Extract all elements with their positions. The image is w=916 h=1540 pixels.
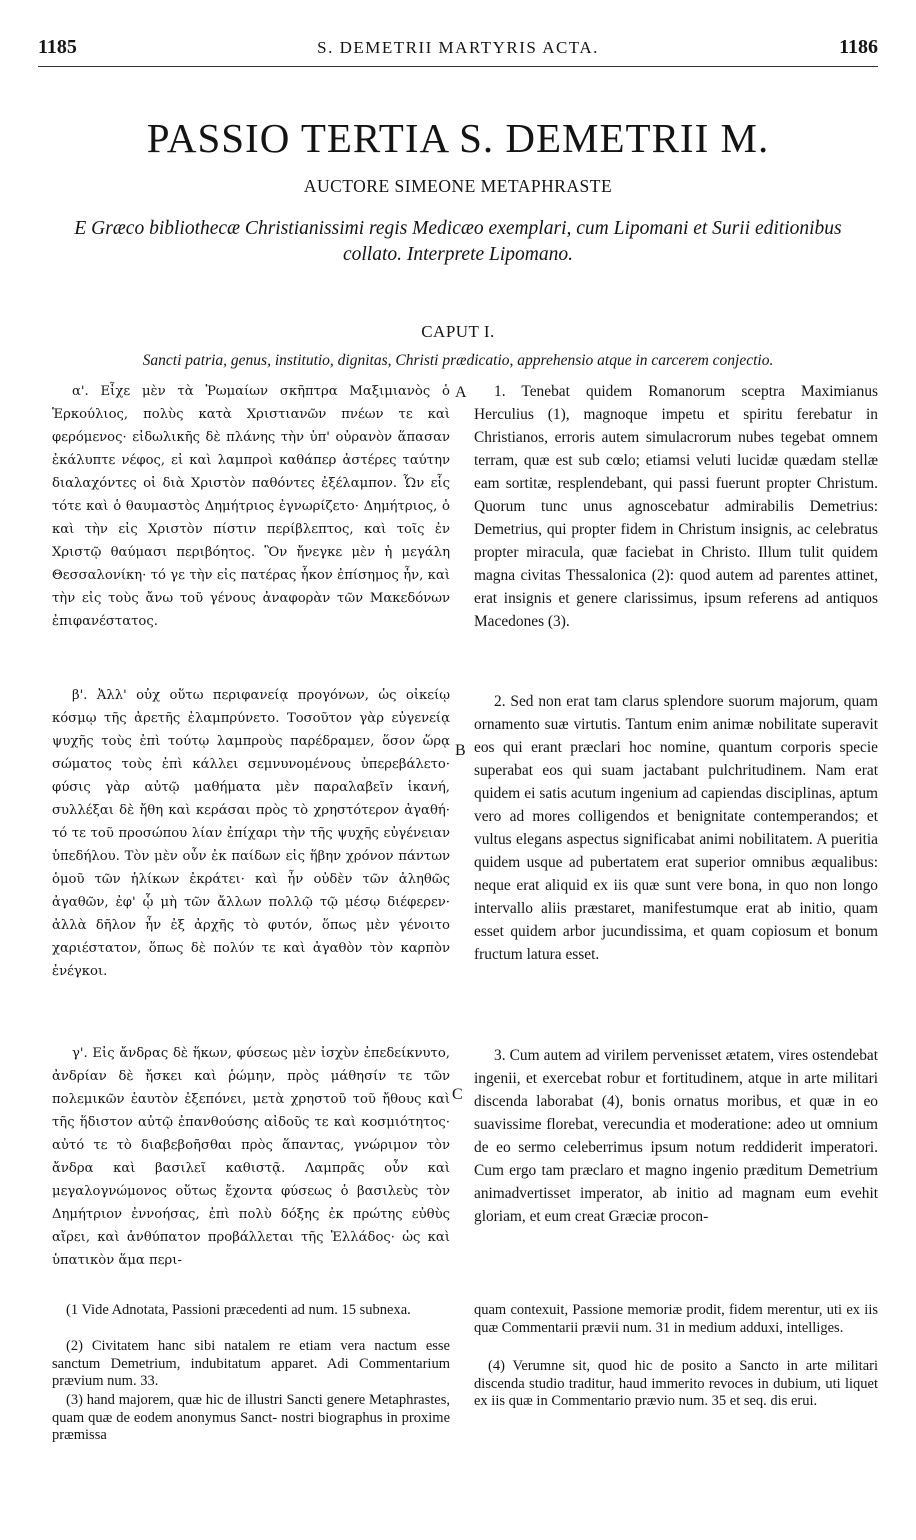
latin-paragraph-2: 2. Sed non erat tam clarus splendore suorum majorum, quam ornamento suæ virtutis. Tantum enim animæ nobilitate superavit eos qui erant præclari hoc nomine, quantum corporis specie superabat eos qui suam jactabant pulchritudinem. Nam erat quidem ei satis acutum ingenium ad capiendas disciplinas, aptum vero ad mores colligendos et benignitate contemperandos; et vultus elegans aspectus significabat animi nobilitatem. A pueritia quidem usque ad pubertatem erat superior omnibus æqualibus: neque erat aliquid ex iis quæ sunt vere bona, in quo non longo intervallo aliis præstaret, manifestumque erat ab initio, quam esset quidem arbor jucundissima, et quam copiosum et bonum fructum latura esset. bbox=[474, 693, 878, 963]
latin-paragraph-3: 3. Cum autem ad virilem pervenisset ætatem, vires ostendebat ingenii, et exercebat robur et fortitudinem, atque in arte militari discenda laborabat (4), bonis ornatus moribus, et quæ in eo suavissime florebat, verecundia et moderatione: adeo ut omnium de eo sermo celeberrimus ipsum notum reddiderit imperatori. Cum ergo tam præclaro et magno ingenio præditum Demetrium animadvertisset imperator, ab initio ad magnam eum evehit gloriam, et eum creat Græciæ procon- bbox=[474, 1047, 878, 1225]
edition-note: E Græco bibliothecæ Christianissimi regis Medicæo exemplari, cum Lipomani et Surii editionibus collato. Interprete Lipomano. bbox=[74, 218, 842, 265]
footnote-1: (1 Vide Adnotata, Passioni præcedenti ad num. 15 subnexa. bbox=[66, 1302, 411, 1318]
margin-letter-a: A bbox=[455, 384, 467, 401]
greek-paragraph-1: α'. Εἶχε μὲν τὰ Ῥωμαίων σκῆπτρα Μαξιμιανὸς ὁ Ἑρκούλιος, πολὺς κατὰ Χριστιανῶν πνέων τε καὶ φερόμενος· εἰδωλικῆς δὲ πλάνης τὴν ὑπ' οὐρανὸν ἅπασαν ἐκάλυπτε νέφος, εἰ καὶ λαμπροὶ καθάπερ ἀστέρες ταύτην διαλαχόντες οἱ διὰ Χριστὸν παθόντες ἐξέλαμπον. Ὧν εἷς τότε καὶ ὁ θαυμαστὸς Δημήτριος ἐγνωρίζετο· Δημήτριος, ὁ καὶ τὴν εἰς Χριστὸν πίστιν περίβλεπτος, καὶ τοῖς ἐν Χριστῷ θαύμασι περιβόητος. Ὃν ἤνεγκε μὲν ἡ μεγάλη Θεσσαλονίκη· τό γε τὴν εἰς πατέρας ἧκον ἐπίσημος ἦν, καὶ τὴν εἰς τοὺς ἄνω τοῦ γένους ἀναφορὰν τῶν Μακεδόνων ἐπιφανέστατος. bbox=[52, 384, 450, 629]
footnote-3: (3) hand majorem, quæ hic de illustri Sancti genere Metaphrastes, quam quæ de eodem anonymus Sanct- nostri biographus in proxime præmissa bbox=[52, 1392, 450, 1443]
latin-paragraph-1: 1. Tenebat quidem Romanorum sceptra Maximianus Herculius (1), magnoque impetu et spiritu ferebatur in Christianos, erroris autem simulacrorum nubes tegebat omnem terram, quæ est sub cœlo; etiamsi veluti lucidæ quædam stellæ eam sortitæ, resplendebant, qui passi fuerunt propter Christum. Quorum tunc unus agnoscebatur admirabilis Demetrius: Demetrius, qui propter fidem in Christum insignis, ac celebratus propter miracula, quæ faciebat in Christo. Illum tulit quidem magna civitas Thessalonica (2): quod autem ad parentes attinet, erat insignis et genere clarissimus, ipsum referens ad antiquos Macedones (3). bbox=[474, 383, 878, 630]
running-head bbox=[38, 36, 878, 60]
running-title: S. DEMETRII MARTYRIS ACTA. bbox=[317, 38, 599, 57]
margin-letter-b: B bbox=[455, 742, 466, 759]
footnote-4: (4) Verumne sit, quod hic de posito a Sancto in arte militari discenda studio traditur, haud immerito revoces in dubium, uti liquet ex iis quæ in Commentario prævio num. 35 et seq. dis erui. bbox=[474, 1358, 878, 1409]
chapter-summary: Sancti patria, genus, institutio, dignitas, Christi prædicatio, apprehensio atque in carcerem conjectio. bbox=[142, 352, 774, 369]
margin-letter-c: C bbox=[452, 1086, 463, 1103]
header-rule bbox=[38, 66, 878, 67]
greek-paragraph-2: β'. Ἀλλ' οὐχ οὕτω περιφανείᾳ προγόνων, ὡς οἰκείῳ κόσμῳ τῆς ἀρετῆς ἐλαμπρύνετο. Τοσοῦτον γὰρ εὐγενείᾳ ψυχῆς τοὺς ἐπὶ τούτῳ λαμπροὺς παρέδραμεν, ὅσον ὥρᾳ σώματος τοὺς ἐπὶ κάλλει σεμνυνομένους ὑπερεβάλετο· φύσις γὰρ αὐτῷ μαθήματα μὲν παραλαβεῖν ἱκανή, συλλέξαι δὲ ἤθη καὶ κεράσαι πρὸς τὸ χρηστότερον ἀγαθή· τό τε τοῦ προσώπου λίαν ἐπίχαρι τὴν τῆς ψυχῆς εὐγένειαν ὑπεδήλου. Τὸν μὲν οὖν ἐκ παίδων εἰς ἥβην χρόνον πάντων ὁμοῦ τῶν ἡλίκων ἐκράτει· καὶ ἦν οὐδὲν τῶν ἀληθῶς ἀγαθῶν, ἐφ' ᾧ μὴ τῶν ἄλλων πολλῷ τῷ μέσῳ διέφερεν· ἀλλὰ δῆλον ἦν ἐξ ἀρχῆς τὸ φυτόν, ὅπως μὲν γένοιτο χαριέστατον, ὅπως δὲ πολύν τε καὶ ἀγαθὸν τὸν καρπὸν ἐνέγκοι. bbox=[52, 688, 450, 979]
footnote-3-continued: quam contexuit, Passione memoriæ prodit, fidem merentur, uti ex iis quæ Commentarii prævii num. 31 in medium adduxi, intelliges. bbox=[474, 1302, 878, 1336]
greek-paragraph-3: γ'. Εἰς ἄνδρας δὲ ἥκων, φύσεως μὲν ἰσχὺν ἐπεδείκνυτο, ἀνδρίαν δὲ ἤσκει καὶ ῥώμην, πρὸς μάθησίν τε τῶν πολεμικῶν ἑαυτὸν ἐξεπόνει, μετὰ χρηστοῦ τοῦ ἤθους καὶ τῆς ἥδιστον αὐτῷ ἐπανθούσης αἰδοῦς τε καὶ κοσμιότητος· αὐτό τε τὸ διαβεβοῆσθαι πρὸς ἅπαντας, γνώριμον τὸν ἄνδρα καὶ βασιλεῖ καθιστᾷ. Λαμπρᾶς οὖν καὶ μεγαλογνώμονος οὕτως ἔχοντα φύσεως ὁ βασιλεὺς τὸν Δημήτριον ἐννοήσας, ἐπὶ πολὺ δόξης ἐκ πρώτης εὐθὺς αἴρει, καὶ ἀνθύπατον προβάλλεται τῆς Ἑλλάδος· ὡς καὶ ὑπατικὸν ἅμα περι- bbox=[52, 1046, 450, 1268]
chapter-heading: CAPUT I. bbox=[421, 322, 495, 341]
page-number-left: 1185 bbox=[38, 36, 77, 58]
page-number-right: 1186 bbox=[839, 36, 878, 58]
document-title: PASSIO TERTIA S. DEMETRII M. bbox=[146, 115, 770, 161]
footnote-2: (2) Civitatem hanc sibi natalem re etiam vera nactum esse sanctum Demetrium, indubitatum apparet. Adi Commentarium prævium num. 33. bbox=[52, 1338, 450, 1389]
author-line: AUCTORE SIMEONE METAPHRASTE bbox=[303, 176, 613, 196]
